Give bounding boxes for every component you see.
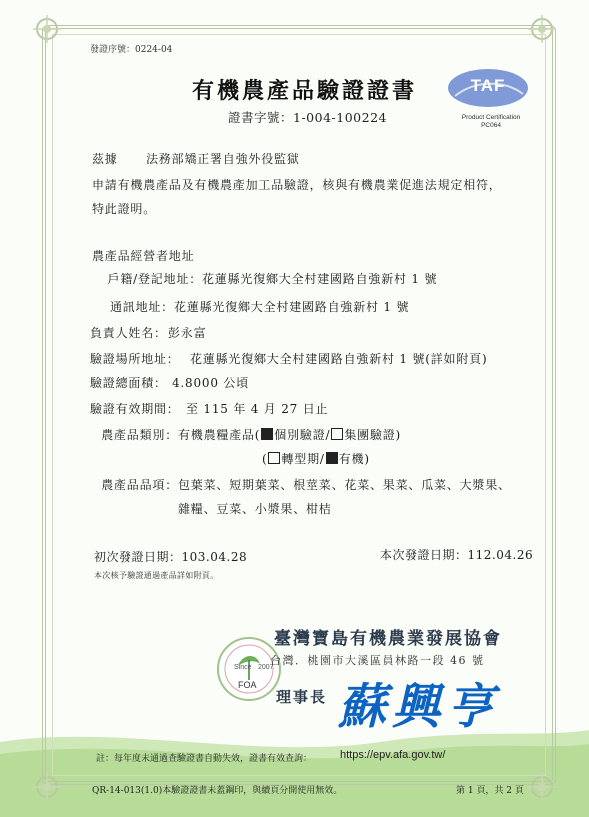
category-label: 農產品類別：	[101, 428, 178, 442]
corner-ornament-icon	[30, 770, 64, 804]
items-line2: 雜糧、豆菜、小漿果、柑桔	[178, 502, 332, 516]
total-area-label: 驗證總面積：	[90, 376, 167, 390]
certification-statement: 申請有機農產品及有機農產加工品驗證，核與有機農業促進法規定相符，特此證明。	[92, 178, 502, 216]
seal-year: 2007	[258, 664, 274, 671]
category-option-individual: 個別驗證/	[274, 428, 331, 442]
responsible-person-value: 彭永富	[168, 326, 207, 340]
taf-caption	[448, 114, 534, 130]
taf-caption-line2: PC064	[481, 122, 501, 129]
status-option-transition: 轉型期/	[281, 452, 325, 466]
doc-serial-number: 發證序號：0224-04	[90, 45, 173, 55]
footer-validity-note: 註：每年度未通過查驗證書自動失效，證書有效查詢：	[96, 754, 313, 764]
corner-ornament-icon	[525, 770, 559, 804]
status-paren: (	[262, 452, 268, 466]
total-area-value: 4.8000 公頃	[172, 376, 250, 390]
household-address-value: 花蓮縣光復鄉大全村建國路自強新村 1 號	[202, 272, 438, 286]
signature: 蘇興亨	[338, 679, 501, 735]
first-issue-label: 初次發證日期：	[94, 550, 182, 564]
first-issue-value: 103.04.28	[181, 550, 248, 564]
category-option-group: 集團驗證)	[344, 428, 402, 442]
category-prefix: 有機農糧產品(	[178, 428, 261, 442]
checkbox-checked-icon	[326, 452, 338, 464]
certificate-number: 證書字號：1-004-100224	[228, 110, 387, 125]
production-status	[262, 450, 370, 467]
seal-name: FOA	[238, 680, 257, 690]
taf-logo-text: TAF	[470, 76, 506, 95]
site-address-label: 驗證場所地址：	[90, 352, 180, 366]
site-address-value: 花蓮縣光復鄉大全村建國路自強新村 1 號(詳如附頁)	[190, 352, 488, 366]
recipient-label: 茲據	[92, 152, 118, 166]
category-value	[178, 426, 401, 443]
verification-link[interactable]: https://epv.afa.gov.tw/	[340, 749, 446, 761]
section-heading: 農產品經營者地址	[92, 249, 195, 263]
seal-since: Since	[234, 664, 252, 671]
items-label: 農產品品項：	[101, 478, 178, 492]
approved-products-note: 本次核予驗證通過產品詳如附頁。	[94, 571, 219, 580]
mailing-address-label: 通訊地址：	[109, 300, 174, 314]
responsible-person-label: 負責人姓名：	[90, 326, 167, 340]
taf-caption-line1: Product Certification	[461, 114, 521, 121]
issuer-organization: 臺灣寶島有機農業發展協會	[274, 629, 502, 649]
recipient-name: 法務部矯正署自強外役監獄	[146, 152, 300, 166]
checkbox-empty-icon	[268, 452, 280, 464]
household-address-label: 戶籍/登記地址：	[107, 272, 202, 286]
items-line1: 包葉菜、短期葉菜、根莖菜、花菜、果菜、瓜菜、大漿果、	[178, 478, 511, 492]
this-issue-label: 本次發證日期：	[380, 548, 468, 562]
page-number: 第 1 頁，共 2 頁	[456, 786, 524, 796]
mailing-address-value: 花蓮縣光復鄉大全村建國路自強新村 1 號	[174, 300, 410, 314]
corner-ornament-icon	[30, 12, 64, 46]
chairperson-title: 理事長	[276, 688, 328, 706]
validity-value: 至 115 年 4 月 27 日止	[186, 402, 329, 416]
page-title: 有機農產品驗證證書	[192, 78, 418, 104]
validity-label: 驗證有效期間：	[90, 402, 180, 416]
corner-ornament-icon	[525, 12, 559, 46]
checkbox-checked-icon	[261, 428, 273, 440]
first-issue-date	[94, 548, 247, 565]
this-issue-date	[380, 546, 533, 563]
checkbox-empty-icon	[331, 428, 343, 440]
status-option-organic: 有機)	[338, 452, 370, 466]
issuer-address: 台灣．桃園市大溪區員林路一段 46 號	[270, 654, 485, 667]
form-number-note: QR-14-013(1.0)本驗證證書未蓋鋼印，與續頁分開使用無效。	[92, 786, 343, 796]
this-issue-value: 112.04.26	[467, 548, 534, 562]
